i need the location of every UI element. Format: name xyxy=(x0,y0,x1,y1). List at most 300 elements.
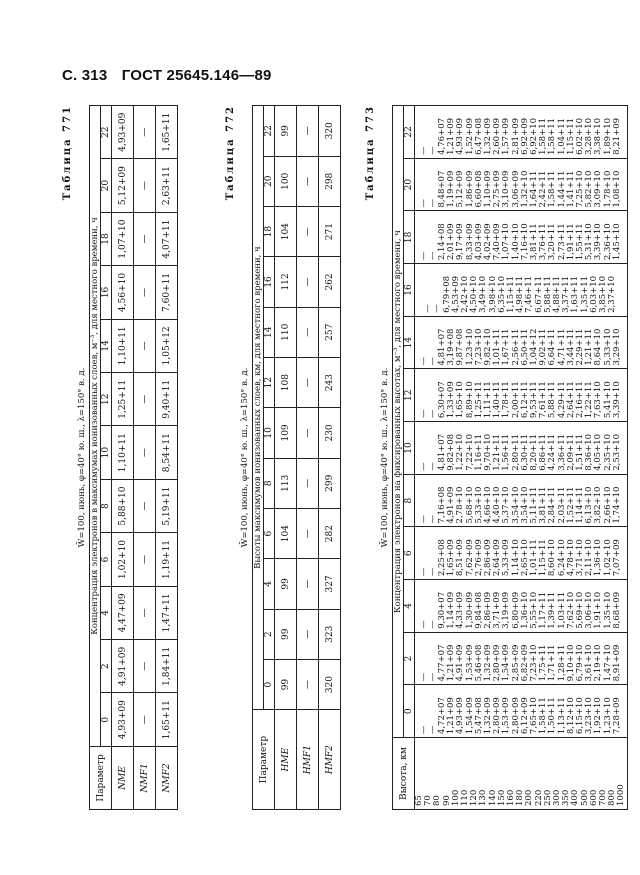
cell-value: 3,81+11 xyxy=(538,486,549,524)
cell-value: — xyxy=(297,307,319,357)
cell-value: — xyxy=(134,693,156,746)
cell-value: 108 xyxy=(275,357,297,407)
value-column xyxy=(415,632,628,685)
value-column xyxy=(415,685,628,738)
cell-value: 9,17+09 xyxy=(455,223,466,261)
cell-value: 4,81+07 xyxy=(437,328,447,366)
cell-value: 4,24+11 xyxy=(547,433,558,471)
cell-value: 1,28+11 xyxy=(556,644,567,682)
cell-value: 4,47+09 xyxy=(112,586,134,639)
cell-value: 1,65+11 xyxy=(156,106,178,159)
cell-value: 6,47+08 xyxy=(473,117,484,155)
cell-value: 4,77+07 xyxy=(437,644,447,682)
cell-value: 1,45+10 xyxy=(611,223,622,261)
cell-value: 7,23+10 xyxy=(529,644,540,682)
cell-value: 2,19+10 xyxy=(593,644,604,682)
cell-value: 1,39+11 xyxy=(547,591,558,629)
cell-value: 6,30+07 xyxy=(437,381,447,419)
cell-value: 320 xyxy=(319,659,341,709)
cell-value: 2,65+10 xyxy=(519,539,530,577)
hour-header: 6 xyxy=(264,508,275,558)
cell-value: 298 xyxy=(319,156,341,206)
cell-value: 4,53+09 xyxy=(450,275,461,313)
table-row xyxy=(297,106,319,810)
cell-value: 4,93+09 xyxy=(455,117,466,155)
hour-header: 12 xyxy=(264,357,275,407)
cell-value: 6,12+09 xyxy=(519,697,530,735)
height-value: 220 xyxy=(533,789,544,806)
cell-value: 1,47+10 xyxy=(602,644,613,682)
table-row xyxy=(112,106,134,810)
cell-value: 4,93+09 xyxy=(455,697,466,735)
cell-value: 7,62+10 xyxy=(565,591,576,629)
cell-value: 2,16+11 xyxy=(575,381,586,419)
cell-value: 7,61+11 xyxy=(538,381,549,419)
cell-value: 1,65+11 xyxy=(156,693,178,746)
hour-header: 2 xyxy=(101,640,112,693)
cell-value: 7,60+11 xyxy=(156,266,178,319)
cell-value: — xyxy=(134,212,156,265)
cell-value: 1,35+10 xyxy=(602,591,613,629)
height-value: 250 xyxy=(542,789,553,806)
cell-value: — xyxy=(427,409,438,419)
cell-value: 3,29+10 xyxy=(611,328,622,366)
cell-value: 6,67+11 xyxy=(533,275,544,313)
table-caption: Концентрация электронов на фиксированных высотах, м⁻³, для местного времени, ч xyxy=(393,106,404,738)
hour-header: 12 xyxy=(404,369,415,422)
cell-value: 1,36+10 xyxy=(519,591,530,629)
cell-value: — xyxy=(134,266,156,319)
cell-value: 2,11+10 xyxy=(584,539,595,577)
cell-value: 1,11+11 xyxy=(483,381,494,419)
value-column xyxy=(415,264,628,317)
standard-code: ГОСТ 25645.146—89 xyxy=(121,67,272,84)
cell-value: 1,32+09 xyxy=(483,117,494,155)
cell-value: 1,03+11 xyxy=(556,591,567,629)
cell-value: 1,89+10 xyxy=(602,117,613,155)
cell-value: — xyxy=(418,251,429,261)
hour-header: 0 xyxy=(404,685,415,738)
cell-value: 5,69+10 xyxy=(575,591,586,629)
cell-value: — xyxy=(427,672,438,682)
cell-value: 9,82+08 xyxy=(446,433,457,471)
cell-value: 1,08+10 xyxy=(611,170,622,208)
cell-value: — xyxy=(297,458,319,508)
height-value: 160 xyxy=(506,789,517,806)
hour-header: 6 xyxy=(101,533,112,586)
cell-value: 6,24+10 xyxy=(556,539,567,577)
height-value: 150 xyxy=(496,789,507,806)
cell-value: 3,36+11 xyxy=(556,433,567,471)
cell-value: 5,11+11 xyxy=(529,486,540,524)
value-column xyxy=(415,422,628,475)
hour-header: 18 xyxy=(101,212,112,265)
hour-header: 4 xyxy=(404,580,415,633)
cell-value: 4,93+09 xyxy=(112,106,134,159)
cell-value: 5,19+11 xyxy=(156,479,178,532)
cell-value: 2,37+10 xyxy=(607,275,618,313)
cell-value: 6,13+10 xyxy=(584,486,595,524)
cell-value: 3,81+11 xyxy=(529,223,540,261)
cell-value: 99 xyxy=(275,659,297,709)
hour-header: 18 xyxy=(264,206,275,256)
cell-value: — xyxy=(134,586,156,639)
cell-value: — xyxy=(418,462,429,471)
cell-value: 100 xyxy=(275,156,297,206)
cell-value: — xyxy=(418,514,429,524)
cell-value: 2,73+11 xyxy=(556,223,567,261)
cell-value: — xyxy=(418,672,429,682)
cell-value: 1,10+09 xyxy=(483,170,494,208)
value-column xyxy=(415,474,628,527)
cell-value: 1,05+12 xyxy=(156,319,178,372)
cell-value: 1,10+11 xyxy=(112,426,134,479)
cell-value: 5,88+10 xyxy=(112,479,134,532)
cell-value: 2,53+10 xyxy=(611,433,622,471)
cell-value: 110 xyxy=(275,307,297,357)
cell-value: — xyxy=(418,620,429,629)
cell-value: 1,55+11 xyxy=(575,223,586,261)
cell-value: 1,19+11 xyxy=(156,533,178,586)
cell-value: 1,58+11 xyxy=(547,170,558,208)
cell-value: — xyxy=(297,257,319,307)
cell-value: 8,21+09 xyxy=(611,117,622,155)
cell-value: 1,30+09 xyxy=(464,591,475,629)
value-column xyxy=(415,158,628,211)
cell-value: 6,86+11 xyxy=(538,433,549,471)
cell-value: 5,82+10 xyxy=(584,170,595,208)
cell-value: 1,54+09 xyxy=(464,697,475,735)
cell-value: — xyxy=(134,426,156,479)
cell-value: 6,30+11 xyxy=(519,433,530,471)
cell-value: 2,64+09 xyxy=(492,539,503,577)
cell-value: — xyxy=(427,620,438,629)
cell-value: 1,52+11 xyxy=(565,486,576,524)
cell-value: 7,28+09 xyxy=(611,697,622,735)
cell-value: 1,86+09 xyxy=(464,170,475,208)
cell-value: 9,53+11 xyxy=(529,381,540,419)
height-value: 130 xyxy=(478,789,489,806)
cell-value: 3,54+10 xyxy=(510,486,521,524)
cell-value: 1,14+09 xyxy=(446,591,457,629)
cell-value: 9,02+11 xyxy=(538,328,549,366)
height-value: 90 xyxy=(441,795,452,806)
cell-value: 6,80+09 xyxy=(510,591,521,629)
cell-value: 1,50+11 xyxy=(547,697,558,735)
height-value: 100 xyxy=(450,789,461,806)
cell-value: 9,40+11 xyxy=(156,373,178,426)
cell-value: 1,15+11 xyxy=(538,539,549,577)
cell-value: 1,23+10 xyxy=(464,328,475,366)
cell-value: — xyxy=(134,159,156,212)
cell-value: 1,65+09 xyxy=(446,539,457,577)
cell-value: 1,21+09 xyxy=(446,697,457,735)
cell-value: 1,53+09 xyxy=(464,644,475,682)
height-value: 600 xyxy=(588,789,599,806)
cell-value: 3,39+10 xyxy=(593,223,604,261)
cell-value: 5,88+11 xyxy=(547,381,558,419)
cell-value: 3,49+10 xyxy=(478,275,489,313)
height-value: 500 xyxy=(579,789,590,806)
cell-value: 4,66+10 xyxy=(483,486,494,524)
cell-value: 1,25+11 xyxy=(112,373,134,426)
cell-value: 4,71+11 xyxy=(556,328,567,366)
cell-value: 3,71+10 xyxy=(575,539,586,577)
cell-value: 7,25+10 xyxy=(575,170,586,208)
table-conditions: W̄=100, июнь, φ=40° ю. ш., λ=150° в. д. xyxy=(380,367,390,548)
hour-header: 10 xyxy=(101,426,112,479)
cell-value: 4,76+07 xyxy=(437,117,447,155)
cell-value: 3,39+10 xyxy=(611,381,622,419)
table-row xyxy=(156,106,178,810)
height-column xyxy=(415,738,628,810)
cell-value: — xyxy=(297,508,319,558)
cell-value: 4,81+07 xyxy=(437,433,447,471)
cell-value: 6,60+08 xyxy=(473,170,484,208)
t772 xyxy=(252,105,341,810)
cell-value: 1,91+10 xyxy=(593,591,604,629)
cell-value: 9,87+08 xyxy=(455,328,466,366)
cell-value: 1,52+09 xyxy=(464,117,475,155)
hour-header: 2 xyxy=(404,632,415,685)
cell-value: 6,64+11 xyxy=(547,328,558,366)
cell-value: 4,33+09 xyxy=(455,591,466,629)
cell-value: 8,33+09 xyxy=(464,223,475,261)
cell-value: 7,65+10 xyxy=(529,697,540,735)
cell-value: 8,48+07 xyxy=(437,170,447,208)
cell-value: 7,23+10 xyxy=(473,328,484,366)
cell-value: 1,32+10 xyxy=(519,170,530,208)
cell-value: 1,41+11 xyxy=(565,170,576,208)
cell-value: 1,16+11 xyxy=(473,433,484,471)
height-value: 110 xyxy=(460,789,471,806)
cell-value: 2,63+11 xyxy=(156,159,178,212)
cell-value: 1,21+09 xyxy=(446,644,457,682)
cell-value: 1,07+10 xyxy=(112,212,134,265)
t771 xyxy=(89,105,178,810)
cell-value: 3,76+11 xyxy=(538,223,549,261)
cell-value: 9,84+08 xyxy=(473,591,484,629)
cell-value: 3,19+08 xyxy=(446,328,457,366)
cell-value: 1,67+11 xyxy=(501,328,512,366)
cell-value: — xyxy=(423,304,434,313)
cell-value: 1,21+11 xyxy=(492,433,503,471)
cell-value: 8,60+10 xyxy=(547,539,558,577)
cell-value: 1,53+09 xyxy=(501,697,512,735)
param-name: NMF2 xyxy=(156,746,178,809)
cell-value: — xyxy=(134,479,156,532)
cell-value: 8,91+09 xyxy=(611,644,622,682)
t773-block xyxy=(365,105,628,810)
param-name: HMF2 xyxy=(319,710,341,810)
cell-value: 6,92+09 xyxy=(519,117,530,155)
cell-value: 3,20+11 xyxy=(547,223,558,261)
hour-header: 16 xyxy=(404,264,415,317)
param-name: NME xyxy=(112,746,134,809)
cell-value: 1,36+10 xyxy=(593,539,604,577)
cell-value: 1,40+11 xyxy=(492,381,503,419)
cell-value: 1,63+11 xyxy=(570,275,581,313)
cell-value: — xyxy=(134,319,156,372)
cell-value: 2,42+10 xyxy=(460,275,471,313)
cell-value: 1,25+11 xyxy=(473,381,484,419)
cell-value: — xyxy=(297,609,319,659)
cell-value: 1,32+09 xyxy=(483,697,494,735)
hour-header: 16 xyxy=(101,266,112,319)
height-value: 1000 xyxy=(616,784,627,806)
cell-value: 2,75+09 xyxy=(492,170,503,208)
table-row xyxy=(275,106,297,810)
cell-value: 9,10+10 xyxy=(565,644,576,682)
cell-value: 327 xyxy=(319,559,341,609)
param-name: HMF1 xyxy=(297,710,319,810)
cell-value: 1,07+10 xyxy=(501,223,512,261)
cell-value: 4,50+10 xyxy=(469,275,480,313)
cell-value: 4,93+09 xyxy=(112,693,134,746)
cell-value: 2,14+08 xyxy=(437,223,447,261)
cell-value: 4,78+10 xyxy=(565,539,576,577)
cell-value: 8,54+11 xyxy=(156,426,178,479)
cell-value: 113 xyxy=(275,458,297,508)
height-value: 180 xyxy=(515,789,526,806)
cell-value: 1,35+11 xyxy=(579,275,590,313)
cell-value: 2,64+11 xyxy=(565,381,576,419)
hour-header: 4 xyxy=(101,586,112,639)
cell-value: — xyxy=(427,356,438,366)
cell-value: 2,60+09 xyxy=(492,117,503,155)
cell-value: 1,17+11 xyxy=(538,591,549,629)
cell-value: 3,85+10 xyxy=(598,275,609,313)
cell-value: 1,51+11 xyxy=(575,433,586,471)
cell-value: 1,84+11 xyxy=(156,640,178,693)
cell-value: 1,10+11 xyxy=(112,319,134,372)
cell-value: 3,71+09 xyxy=(492,591,503,629)
cell-value: 1,32+09 xyxy=(483,644,494,682)
table-row xyxy=(319,106,341,810)
cell-value: 2,86+09 xyxy=(483,591,494,629)
cell-value: 5,33+10 xyxy=(473,486,484,524)
cell-value: 5,88+11 xyxy=(542,275,553,313)
cell-value: 6,15+10 xyxy=(575,697,586,735)
cell-value: 4,29+11 xyxy=(556,381,567,419)
cell-value: 2,35+10 xyxy=(602,433,613,471)
cell-value: 2,42+11 xyxy=(538,170,549,208)
cell-value: 4,91+09 xyxy=(112,640,134,693)
cell-value: 1,58+11 xyxy=(547,117,558,155)
cell-value: 3,06+10 xyxy=(584,591,595,629)
cell-value: 3,54+10 xyxy=(519,486,530,524)
hour-header: 12 xyxy=(101,373,112,426)
cell-value: 3,38+10 xyxy=(593,117,604,155)
cell-value: 2,81+09 xyxy=(510,117,521,155)
hour-header: 10 xyxy=(404,422,415,475)
cell-value: — xyxy=(418,409,429,419)
cell-value: 1,04+11 xyxy=(556,117,567,155)
cell-value: 1,92+10 xyxy=(593,697,604,735)
cell-value: 9,82+10 xyxy=(483,328,494,366)
cell-value: 5,33+10 xyxy=(602,328,613,366)
cell-value: 6,35+10 xyxy=(496,275,507,313)
hour-header: 14 xyxy=(264,307,275,357)
hour-header: 14 xyxy=(404,316,415,369)
cell-value: 1,64+11 xyxy=(529,170,540,208)
cell-value: — xyxy=(427,146,438,155)
hour-header: 8 xyxy=(404,474,415,527)
cell-value: 4,05+10 xyxy=(593,433,604,471)
cell-value: 99 xyxy=(275,106,297,157)
height-value: 700 xyxy=(598,789,609,806)
cell-value: 7,63+10 xyxy=(593,381,604,419)
cell-value: — xyxy=(427,251,438,261)
cell-value: — xyxy=(432,304,443,313)
cell-value: 1,47+11 xyxy=(156,586,178,639)
cell-value: 8,12+10 xyxy=(565,697,576,735)
cell-value: — xyxy=(427,514,438,524)
cell-value: — xyxy=(297,659,319,709)
cell-value: 1,19+09 xyxy=(446,170,457,208)
t772-block xyxy=(225,105,341,810)
cell-value: 5,47+08 xyxy=(473,697,484,735)
cell-value: 6,92+10 xyxy=(529,117,540,155)
cell-value: 2,85+09 xyxy=(510,644,521,682)
cell-value: — xyxy=(427,567,438,577)
cell-value: 8,51+09 xyxy=(455,539,466,577)
cell-value: 2,00+11 xyxy=(510,381,521,419)
value-column xyxy=(415,316,628,369)
height-value: 70 xyxy=(423,795,434,806)
cell-value: 2,03+11 xyxy=(556,486,567,524)
cell-value: 3,19+09 xyxy=(501,591,512,629)
cell-value: — xyxy=(418,199,429,208)
cell-value: 8,36+10 xyxy=(584,433,595,471)
height-value: 65 xyxy=(414,795,424,806)
hour-header: 8 xyxy=(101,479,112,532)
hour-header: 6 xyxy=(404,527,415,580)
cell-value: 9,70+10 xyxy=(483,433,494,471)
param-name: NMF1 xyxy=(134,746,156,809)
cell-value: 1,01+11 xyxy=(492,328,503,366)
cell-value: 4,91+09 xyxy=(446,486,457,524)
cell-value: — xyxy=(418,146,429,155)
cell-value: 1,40+10 xyxy=(510,223,521,261)
cell-value: 3,10+09 xyxy=(501,170,512,208)
param-header: Параметр xyxy=(253,710,275,810)
hour-header: 18 xyxy=(404,211,415,264)
cell-value: 4,03+09 xyxy=(473,223,484,261)
hour-header: 22 xyxy=(101,106,112,159)
cell-value: 3,98+10 xyxy=(487,275,498,313)
cell-value: 4,02+09 xyxy=(483,223,494,261)
cell-value: 6,12+11 xyxy=(519,381,530,419)
value-column xyxy=(415,211,628,264)
cell-value: 99 xyxy=(275,559,297,609)
cell-value: 1,21+11 xyxy=(584,328,595,366)
cell-value: 9,30+07 xyxy=(437,591,447,629)
cell-value: 1,22+10 xyxy=(455,433,466,471)
cell-value: 2,29+11 xyxy=(575,328,586,366)
cell-value: 1,44+11 xyxy=(556,170,567,208)
hour-header: 22 xyxy=(404,106,415,159)
cell-value: 1,15+11 xyxy=(565,117,576,155)
cell-value: 3,37+11 xyxy=(561,275,572,313)
cell-value: 1,13+11 xyxy=(556,697,567,735)
cell-value: 282 xyxy=(319,508,341,558)
table-row xyxy=(134,106,156,810)
cell-value: 1,65+10 xyxy=(455,381,466,419)
cell-value: 8,68+09 xyxy=(611,591,622,629)
cell-value: 3,23+10 xyxy=(584,697,595,735)
cell-value: 1,91+11 xyxy=(565,223,576,261)
